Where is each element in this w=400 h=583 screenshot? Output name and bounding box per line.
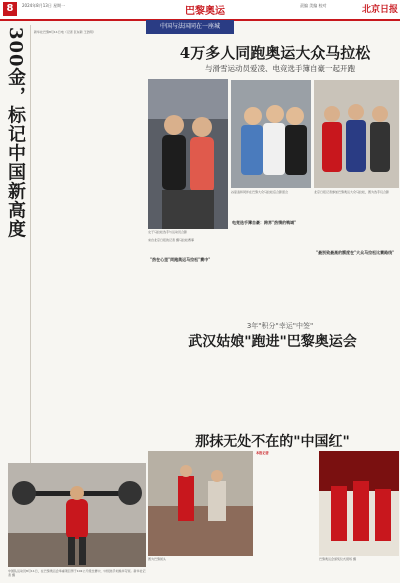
story3-caption-right: 巴黎奥运会颁奖仪式现场 摄 (319, 557, 356, 561)
newspaper-brand: 北京日报 (362, 5, 399, 15)
story2-body (148, 352, 398, 426)
side-article-body: 新华社巴黎8月11日电（记者 巨东新 王浩明） (34, 30, 96, 34)
story1-subheading-c: "最别致最高的额度在"大众马拉松比赛路线" (316, 250, 395, 255)
story1-body-a (148, 265, 228, 315)
photo-caption-top: 来自北京日报的记者 摄马拉松赛事 (148, 238, 194, 242)
marathon-photo-left (148, 79, 228, 229)
story1-headline: 4万多人同跑奥运大众马拉松 (179, 44, 371, 62)
date-line: 2024年8月13日 星期一 (22, 3, 66, 8)
story1-subhead: 与滑雪运动员爱凌、电竞选手簿自豪一起开跑 (205, 64, 355, 73)
photo-caption-center: 谷爱凌和同伴在巴黎大众马拉松后合影留念 (231, 190, 289, 194)
editor-line: 责编 美编 校对 (300, 3, 327, 8)
marathon-photo-right (314, 80, 399, 188)
marathon-photo-center (231, 80, 311, 188)
story2-headline: 武汉姑娘"跑进"巴黎奥运会 (188, 334, 357, 350)
story2-kicker: 3年"积分"幸运"中签" (246, 322, 314, 330)
chinese-red-photo-left (148, 451, 253, 556)
story3-headline: 那抹无处不在的"中国红" (195, 434, 350, 450)
paris-banner: 中国与法国同在一座城 (146, 20, 234, 34)
story1-subheading-b: 电竞选手簿自豪：跨界"热情的鸭域" (232, 220, 297, 225)
story1-body-b (231, 228, 311, 316)
story3-body: 本报记者 (256, 451, 269, 455)
weightlifting-photo (8, 463, 146, 567)
photo-caption-left: 女子马拉松选手与运动员合影 (148, 230, 188, 234)
photo-caption-right: 北京日报记者参加巴黎奥运大众马拉松，图为选手们合影 (314, 190, 390, 194)
story3-caption-left: 图为巴黎街头 (148, 557, 167, 561)
story1-subheading-a: "热在心里"同跑奥运马拉松"赛中" (150, 257, 211, 262)
side-photo-caption: 中国队运动员8月11日，在巴黎奥运会举重项目男子102公斤级比赛中，中国选手刘焕华夺冠。新华社记者 摄 (8, 569, 146, 577)
side-headline: 300金，标记中国新高度 (5, 27, 26, 239)
page-number: 8 (3, 2, 17, 16)
chinese-red-photo-right (319, 451, 399, 556)
story1-body-c (314, 258, 399, 316)
section-title: 巴黎奥运 (185, 6, 225, 17)
